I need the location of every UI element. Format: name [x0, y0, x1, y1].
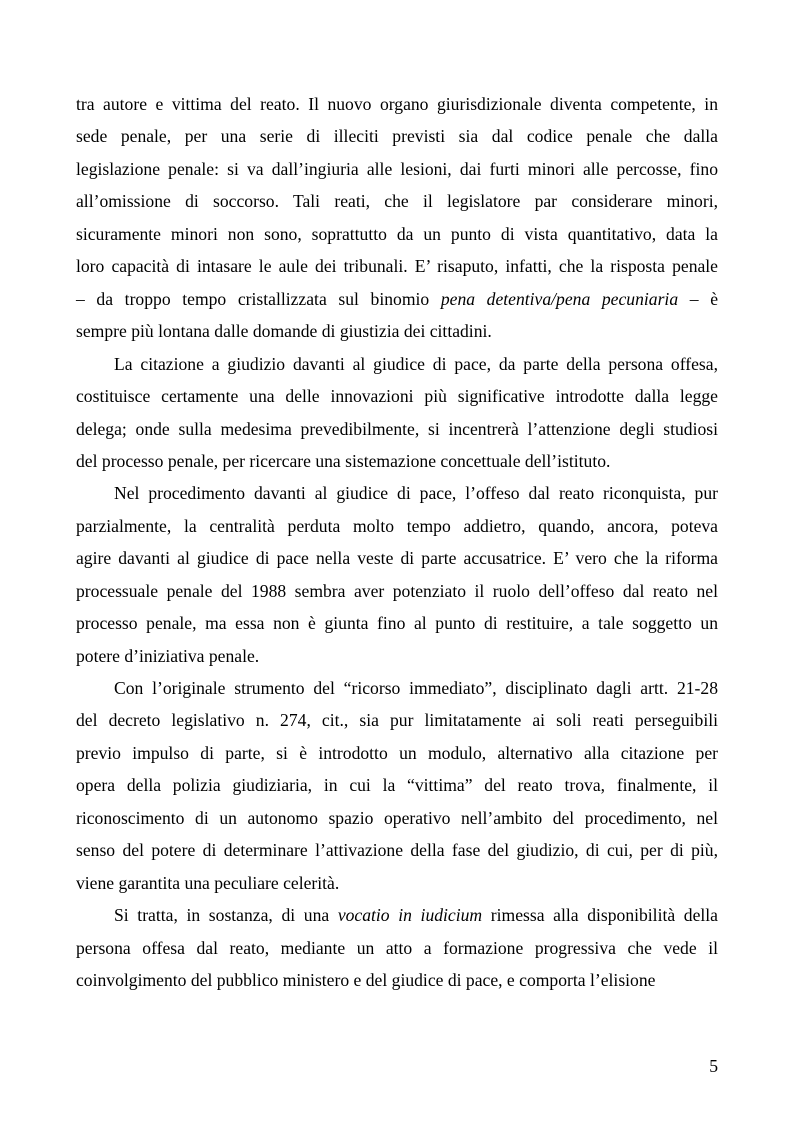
text-line: [76, 449, 718, 473]
line-text: senso del potere di determinare l’attivazione della fase del giudizio, di cui, per di più,: [76, 840, 718, 860]
text-line: [76, 92, 718, 116]
line-text: processo penale, ma essa non è giunta fino al punto di restituire, a tale soggetto un: [76, 613, 718, 633]
line-text: costituisce certamente una delle innovazioni più significative introdotte dalla legge: [76, 386, 718, 406]
line-text: sempre più lontana dalle domande di giustizia dei cittadini.: [76, 321, 492, 341]
line-text: La citazione a giudizio davanti al giudice di pace, da parte della persona offesa,: [114, 354, 718, 374]
text-line: [76, 644, 718, 668]
line-text: – da troppo tempo cristallizzata sul binomio: [76, 289, 441, 309]
text-line: [76, 287, 718, 311]
text-line: [76, 741, 718, 765]
line-text: sede penale, per una serie di illeciti previsti sia dal codice penale che dalla: [76, 126, 718, 146]
text-line: [114, 676, 718, 700]
line-text: rimessa alla disponibilità della: [482, 905, 718, 925]
line-text: delega; onde sulla medesima prevedibilmente, si incentrerà l’attenzione degli studiosi: [76, 419, 718, 439]
line-text: processuale penale del 1988 sembra aver potenziato il ruolo dell’offeso dal reato nel: [76, 581, 718, 601]
line-text: riconoscimento di un autonomo spazio operativo nell’ambito del procedimento, nel: [76, 808, 718, 828]
text-line: [76, 773, 718, 797]
line-text: Si tratta, in sostanza, di una: [114, 905, 338, 925]
line-text: persona offesa dal reato, mediante un atto a formazione progressiva che vede il: [76, 938, 718, 958]
text-line: [76, 708, 718, 732]
line-text: parzialmente, la centralità perduta molto tempo addietro, quando, ancora, poteva: [76, 516, 718, 536]
text-line: [76, 806, 718, 830]
text-line: [76, 871, 718, 895]
line-text: del decreto legislativo n. 274, cit., sia pur limitatamente ai soli reati perseguibili: [76, 710, 718, 730]
line-text: loro capacità di intasare le aule dei tribunali. E’ risaputo, infatti, che la risposta penale: [76, 256, 718, 276]
italic-text: pena detentiva/pena pecuniaria: [440, 289, 679, 309]
line-text: coinvolgimento del pubblico ministero e del giudice di pace, e comporta l’elisione: [76, 970, 656, 990]
line-text: potere d’iniziativa penale.: [76, 646, 260, 666]
line-text: Nel procedimento davanti al giudice di pace, l’offeso dal reato riconquista, pur: [114, 483, 718, 503]
text-line: [114, 481, 718, 505]
italic-text: vocatio in iudicium: [337, 905, 483, 925]
text-line: [76, 222, 718, 246]
text-line: [76, 319, 718, 343]
line-text: – è: [678, 289, 719, 309]
line-text: sicuramente minori non sono, soprattutto da un punto di vista quantitativo, data la: [76, 224, 718, 244]
text-line: [114, 352, 718, 376]
text-line: [76, 968, 718, 992]
page-number: 5: [709, 1056, 718, 1076]
line-text: viene garantita una peculiare celerità.: [76, 873, 340, 893]
text-line: [76, 384, 718, 408]
line-text: legislazione penale: si va dall’ingiuria alle lesioni, dai furti minori alle percosse, fino: [76, 159, 718, 179]
text-line: [76, 546, 718, 570]
line-text: tra autore e vittima del reato. Il nuovo organo giurisdizionale diventa competente, in: [76, 94, 718, 114]
text-line: [76, 189, 718, 213]
text-line: [76, 838, 718, 862]
text-line: [76, 417, 718, 441]
text-line: [114, 903, 718, 927]
text-line: [76, 611, 718, 635]
line-text: Con l’originale strumento del “ricorso immediato”, disciplinato dagli artt. 21-28: [114, 678, 718, 698]
line-text: all’omissione di soccorso. Tali reati, che il legislatore par considerare minori,: [76, 191, 718, 211]
line-text: del processo penale, per ricercare una sistemazione concettuale dell’istituto.: [76, 451, 611, 471]
text-line: [76, 157, 718, 181]
text-line: [76, 936, 718, 960]
text-line: [76, 124, 718, 148]
line-text: previo impulso di parte, si è introdotto un modulo, alternativo alla citazione per: [76, 743, 718, 763]
line-text: opera della polizia giudiziaria, in cui la “vittima” del reato trova, finalmente, il: [76, 775, 718, 795]
text-line: [76, 579, 718, 603]
text-line: [76, 514, 718, 538]
line-text: agire davanti al giudice di pace nella veste di parte accusatrice. E’ vero che la riforma: [76, 548, 718, 568]
text-line: [76, 254, 718, 278]
